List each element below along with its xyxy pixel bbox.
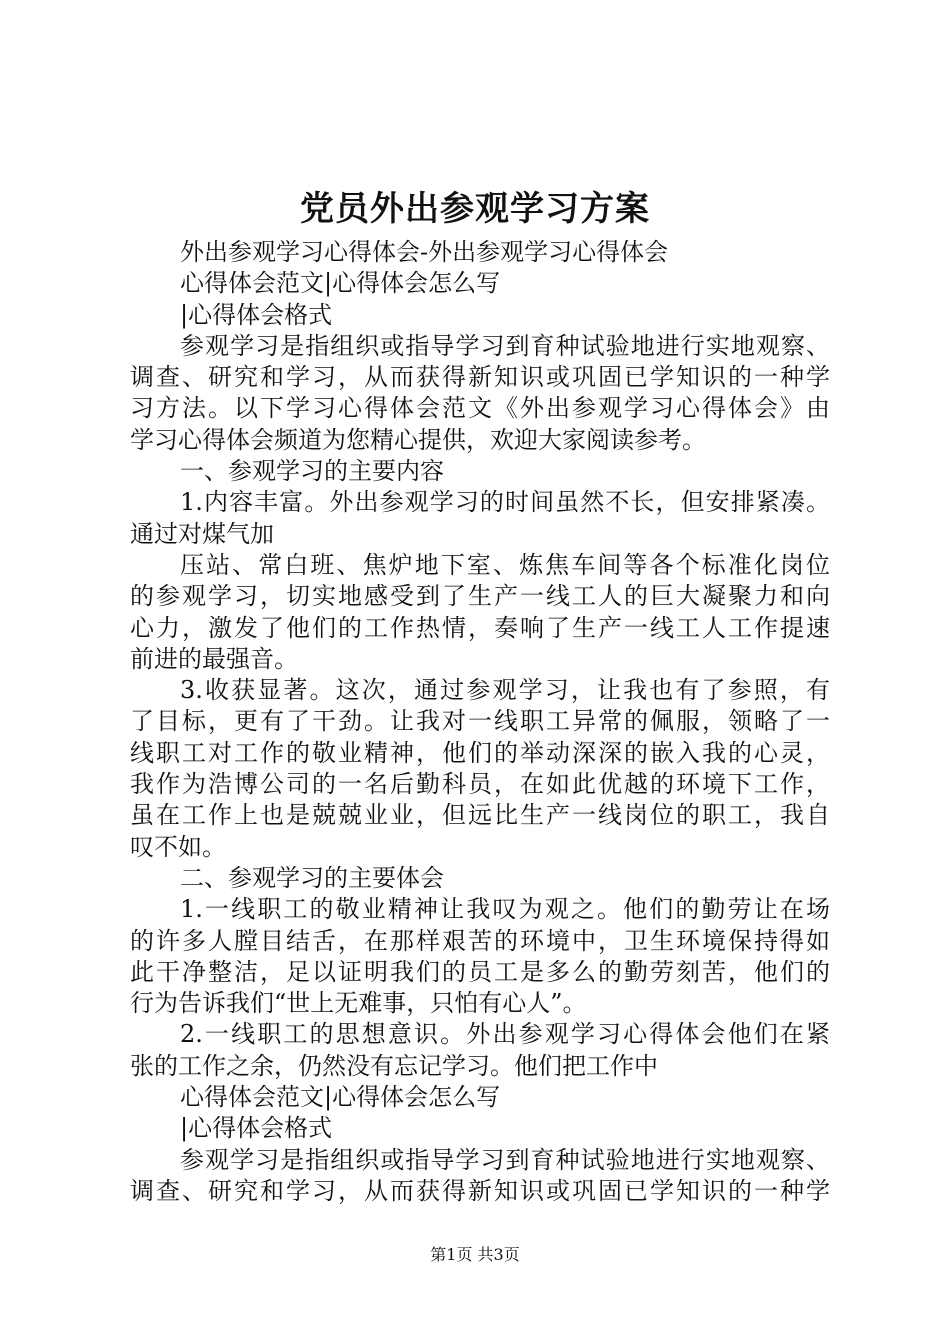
paragraph-line: 我作为浩博公司的一名后勤科员，在如此优越的环境下工作，	[130, 770, 830, 799]
paragraph-line: 1.内容丰富。外出参观学习的时间虽然不长，但安排紧凑。	[180, 488, 830, 517]
paragraph-line: 心得体会范文|心得体会怎么写	[180, 269, 501, 298]
paragraph-line: 外出参观学习心得体会-外出参观学习心得体会	[180, 238, 669, 266]
paragraph-line: 调查、研究和学习，从而获得新知识或巩固已学知识的一种学	[130, 363, 830, 392]
paragraph-line: 1.一线职工的敬业精神让我叹为观之。他们的勤劳让在场	[180, 895, 830, 924]
paragraph-line: 前进的最强音。	[130, 644, 298, 673]
paragraph-line: 参观学习是指组织或指导学习到育种试验地进行实地观察、	[180, 1145, 830, 1174]
paragraph-line: 压站、常白班、焦炉地下室、炼焦车间等各个标准化岗位	[180, 550, 830, 579]
paragraph-line: 线职工对工作的敬业精神，他们的举动深深的嵌入我的心灵，	[130, 738, 830, 767]
section-heading: 一、参观学习的主要内容	[180, 457, 444, 486]
paragraph-line: 心力，激发了他们的工作热情，奏响了生产一线工人工作提速	[130, 613, 830, 642]
paragraph-line: 调查、研究和学习，从而获得新知识或巩固已学知识的一种学	[130, 1176, 830, 1205]
document-title: 党员外出参观学习方案	[300, 189, 650, 229]
paragraph-line: 习方法。以下学习心得体会范文《外出参观学习心得体会》由	[130, 394, 830, 423]
paragraph-line: 叹不如。	[130, 832, 226, 861]
paragraph-line: 参观学习是指组织或指导学习到育种试验地进行实地观察、	[180, 331, 830, 360]
paragraph-line: 虽在工作上也是兢兢业业，但远比生产一线岗位的职工，我自	[130, 801, 830, 830]
paragraph-line: 了目标，更有了干劲。让我对一线职工异常的佩服，领略了一	[130, 707, 830, 736]
document-body	[130, 237, 830, 1207]
paragraph-line: 2.一线职工的思想意识。外出参观学习心得体会他们在紧	[180, 1020, 830, 1049]
paragraph-line: 行为告诉我们“世上无难事，只怕有心人”。	[130, 989, 587, 1018]
paragraph-line: 心得体会范文|心得体会怎么写	[180, 1083, 501, 1112]
paragraph-line: 学习心得体会频道为您精心提供，欢迎大家阅读参考。	[130, 425, 706, 454]
paragraph-line: 的参观学习，切实地感受到了生产一线工人的巨大凝聚力和向	[130, 582, 830, 611]
paragraph-line: 此干净整洁，足以证明我们的员工是多么的勤劳刻苦，他们的	[130, 957, 830, 986]
page-footer: 第1页 共3页	[430, 1245, 520, 1264]
paragraph-line: 的许多人膛目结舌，在那样艰苦的环境中，卫生环境保持得如	[130, 926, 830, 955]
paragraph-line: |心得体会格式	[180, 300, 333, 329]
paragraph-line: 3.收获显著。这次，通过参观学习，让我也有了参照，有	[180, 676, 830, 705]
paragraph-line: 张的工作之余，仍然没有忘记学习。他们把工作中	[130, 1051, 658, 1080]
paragraph-line: 通过对煤气加	[130, 519, 274, 548]
paragraph-line: |心得体会格式	[180, 1114, 333, 1143]
section-heading: 二、参观学习的主要体会	[180, 863, 444, 892]
